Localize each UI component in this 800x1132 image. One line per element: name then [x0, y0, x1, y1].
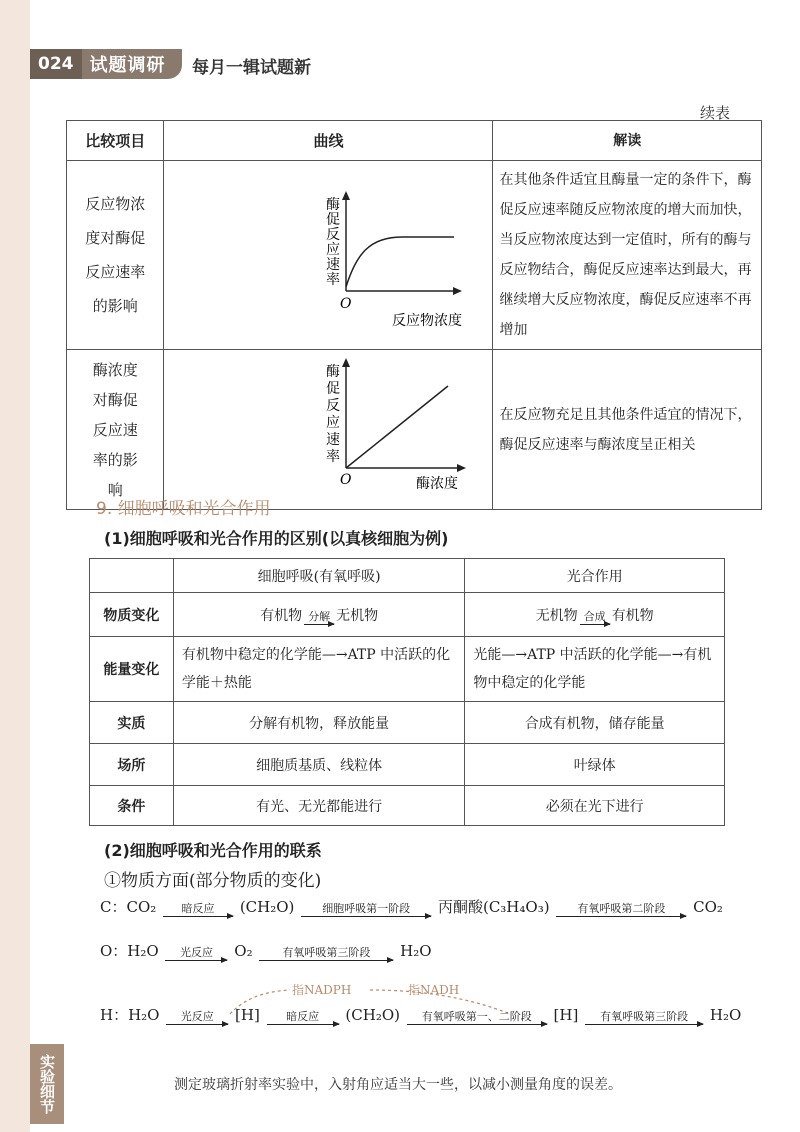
carbon-pathway: [100, 896, 723, 917]
empty-corner: [90, 559, 174, 593]
arrow-label: 有氧呼吸第三阶段: [282, 946, 371, 959]
row-item: [67, 161, 164, 350]
table-row: [90, 637, 725, 702]
arrow-label: 分解: [308, 609, 331, 623]
item-line: 的影响: [92, 297, 138, 315]
row-label: 场所: [90, 744, 174, 786]
table-header-row: [90, 559, 725, 593]
footer-tab: 实验细节: [30, 1044, 64, 1124]
arrow-label: 光反应: [180, 1010, 214, 1023]
item-line: 反应物浓: [85, 195, 146, 213]
item-line: 酶浓度: [92, 360, 138, 379]
origin-label: O: [340, 472, 352, 488]
table-row: [90, 702, 725, 744]
enzyme-comparison-table: [66, 120, 762, 510]
eq-intermediate: O₂: [234, 942, 253, 960]
continued-label: 续表: [700, 104, 731, 122]
eq-intermediate: (CH₂O): [239, 898, 295, 916]
arrow-label: 有氧呼吸第一、二阶段: [421, 1010, 532, 1023]
reactant: 有机物: [260, 607, 303, 624]
item-line: 反应速率: [85, 263, 146, 281]
reactant: 无机物: [535, 607, 578, 624]
eq-end: H₂O: [400, 942, 432, 960]
eq-start: O：H₂O: [100, 942, 159, 960]
footer-note: 测定玻璃折射率实验中，入射角应适当大一些，以减小测量角度的误差。: [174, 1077, 622, 1093]
eq-end: CO₂: [693, 898, 723, 916]
col-header-item: 比较项目: [67, 121, 164, 161]
process-arrow: [301, 902, 431, 917]
eq-intermediate: 丙酮酸(C₃H₄O₃): [437, 898, 550, 916]
eq-intermediate: [H]: [235, 1006, 260, 1024]
respiration-photosynthesis-table: [89, 558, 725, 826]
curve-cell: [164, 161, 493, 350]
linear-curve-graph: [164, 350, 492, 505]
process-arrow: [580, 610, 610, 625]
process-arrow: [304, 610, 334, 625]
note-cell: 在其他条件适宜且酶量一定的条件下，酶促反应速率随反应物浓度的增大而加快，当反应物浓度达到一定值时，所有的酶与反应物结合，酶促反应速率达到最大，再继续增大反应物浓度，酶促反应速率不再增加: [493, 161, 762, 350]
curve-line: [346, 237, 454, 287]
row-label: 条件: [90, 786, 174, 826]
product: 无机物: [336, 607, 379, 624]
nadph-note: 指NADPH: [292, 983, 352, 997]
table-row: [90, 744, 725, 786]
row-item: [67, 350, 164, 510]
subsection-2-title: (2)细胞呼吸和光合作用的联系: [104, 841, 322, 860]
page-number: 024: [30, 49, 82, 79]
process-arrow: [165, 946, 227, 961]
item-line: 度对酶促: [85, 229, 146, 247]
x-axis-label: 酶浓度: [416, 476, 459, 492]
eq-end: H₂O: [709, 1006, 742, 1024]
col-header-curve: 曲线: [164, 121, 493, 161]
eq-start: H：H₂O: [100, 1006, 160, 1024]
y-axis-label: 酶促反 应速率: [326, 197, 341, 288]
page-header: [30, 40, 790, 88]
col-header-note: 解读: [493, 121, 762, 161]
y-axis-label: 酶促反 应速率: [326, 364, 341, 465]
nadh-note: 指NADH: [408, 983, 460, 997]
arrow-label: 暗反应: [181, 902, 215, 915]
condition-respiration: 有光、无光都能进行: [173, 786, 465, 826]
energy-change-respiration: 有机物中稳定的化学能—→ATP 中活跃的化学能＋热能: [173, 637, 465, 702]
eq-intermediate: [H]: [553, 1006, 579, 1024]
col-header-respiration: 细胞呼吸(有氧呼吸): [173, 559, 465, 593]
process-arrow: [585, 1010, 703, 1025]
arrow-label: 有氧呼吸第三阶段: [600, 1010, 689, 1023]
x-axis-label: 反应物浓度: [392, 313, 463, 329]
subsection-1-text: (1)细胞呼吸和光合作用的区别(以真核细胞为例): [104, 529, 449, 548]
curve-line: [346, 386, 448, 468]
oxygen-pathway: [100, 940, 432, 961]
item-line: 响: [107, 480, 123, 499]
process-arrow: [267, 1010, 339, 1025]
table-row: [90, 786, 725, 826]
arrow-label: 合成: [583, 609, 606, 623]
page-edge: [0, 0, 30, 1132]
item-line: 对酶促: [92, 390, 138, 409]
curve-cell: [164, 350, 493, 510]
item-line: 反应速: [92, 420, 138, 439]
y-axis-arrow: [342, 191, 350, 200]
row-label: 物质变化: [90, 593, 174, 637]
section-9-title: 9. 细胞呼吸和光合作用: [96, 499, 271, 519]
material-change-photosynthesis: [465, 593, 725, 637]
process-arrow: [259, 946, 393, 961]
table-row: [67, 161, 762, 350]
x-axis-arrow: [453, 287, 462, 295]
eq-intermediate: (CH₂O): [345, 1006, 400, 1024]
y-axis-arrow: [342, 358, 350, 367]
subsection-3-title: ①物质方面(部分物质的变化): [104, 871, 322, 891]
hydrogen-pathway: [100, 1004, 741, 1025]
x-axis-arrow: [457, 464, 466, 472]
location-photosynthesis: 叶绿体: [465, 744, 725, 786]
table-row: [67, 350, 762, 510]
subsection-1-title: [104, 526, 448, 549]
energy-change-photosynthesis: 光能—→ATP 中活跃的化学能—→有机物中稳定的化学能: [465, 637, 725, 702]
condition-photosynthesis: 必须在光下进行: [465, 786, 725, 826]
process-arrow: [166, 1010, 228, 1025]
note-cell: 在反应物充足且其他条件适宜的情况下，酶促反应速率与酶浓度呈正相关: [493, 350, 762, 510]
item-line: 率的影: [92, 450, 138, 469]
arrow-label: 暗反应: [286, 1010, 320, 1023]
product: 有机物: [611, 607, 654, 624]
material-change-respiration: [173, 593, 465, 637]
table-header-row: [67, 121, 762, 161]
essence-photosynthesis: 合成有机物，储存能量: [465, 702, 725, 744]
process-arrow: [407, 1010, 547, 1025]
process-arrow: [556, 902, 686, 917]
process-arrow: [163, 902, 233, 917]
header-badge: [30, 49, 182, 79]
col-header-photosynthesis: 光合作用: [465, 559, 725, 593]
row-label: 实质: [90, 702, 174, 744]
arrow-label: 有氧呼吸第二阶段: [577, 902, 666, 915]
arrow-label: 光反应: [179, 946, 213, 959]
section-title: 试题调研: [89, 55, 166, 76]
row-label: 能量变化: [90, 637, 174, 702]
header-subtitle: 每月一辑试题新: [192, 58, 311, 78]
essence-respiration: 分解有机物，释放能量: [173, 702, 465, 744]
table-row: [90, 593, 725, 637]
origin-label: O: [340, 296, 352, 312]
arrow-label: 细胞呼吸第一阶段: [322, 902, 411, 915]
saturation-curve-graph: [164, 165, 492, 341]
location-respiration: 细胞质基质、线粒体: [173, 744, 465, 786]
eq-start: C：CO₂: [100, 898, 157, 916]
